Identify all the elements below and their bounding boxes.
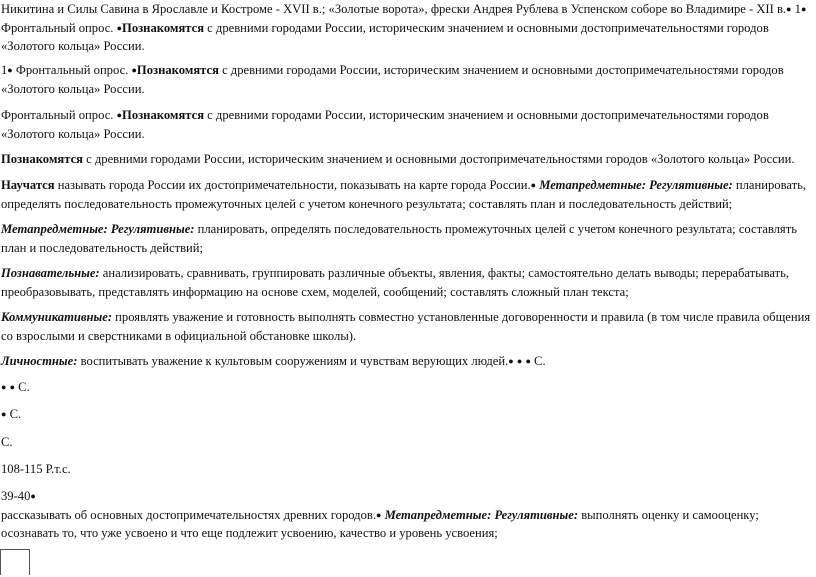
- paragraph-12: С.: [1, 435, 13, 449]
- bold-term: Научатся: [1, 178, 55, 192]
- bold-italic-term: Личностные:: [1, 354, 78, 368]
- bullet-icon: ●: [1, 409, 7, 419]
- paragraph-7: Познавательные: анализировать, сравнивать, группировать различные объекты, явления, факты; самостоятельно делать выводы; перерабатывать, преобразовывать, представлять информацию на основе схем, моделей, сообщений; составлять сложный план текста;: [1, 266, 790, 299]
- bullet-icon: ●: [508, 356, 514, 366]
- paragraph-5: Научатся называть города России их достопримечательности, показывать на карте города России.● Метапредметные: Регулятивные: планировать, определять последовательность промежуточных целей с учетом конечного результата; составлять план и последовательность действий;: [1, 178, 807, 211]
- bullet-icon: ●: [786, 4, 792, 14]
- paragraph-11: ● С.: [1, 407, 22, 421]
- bold-italic-term: Метапредметные: Регулятивные:: [1, 222, 195, 236]
- bullet-icon: ●: [9, 382, 16, 392]
- bullet-icon: ●: [516, 356, 523, 366]
- paragraph-10: ● ● С.: [1, 380, 30, 394]
- paragraph-13: 108-115 Р.т.с.: [1, 462, 71, 476]
- paragraph-4: Познакомятся с древними городами России, историческим значением и основными достопримечательностями городов «Золотого кольца» России.: [1, 152, 795, 166]
- bullet-icon: ●: [800, 4, 807, 14]
- bold-term: Познакомятся: [122, 108, 205, 122]
- bold-italic-term: Коммуникативные:: [1, 310, 113, 324]
- paragraph-8: Коммуникативные: проявлять уважение и готовность выполнять совместно установленные договоренности и правила (в том числе правила общения со взрослыми и сверстниками в официальной обстановке школы).: [1, 310, 811, 343]
- bullet-icon: ●: [116, 110, 123, 120]
- bullet-icon: ●: [1, 382, 7, 392]
- bullet-icon: ●: [375, 509, 382, 520]
- bold-term: Познакомятся: [136, 63, 219, 77]
- bold-italic-term: Метапредметные: Регулятивные:: [381, 507, 579, 522]
- bold-italic-term: Метапредметные: Регулятивные:: [536, 178, 733, 192]
- bold-italic-term: Познавательные:: [1, 266, 100, 280]
- paragraph-9: Личностные: воспитывать уважение к культовым сооружениям и чувствам верующих людей.● ● ● С.: [1, 354, 546, 368]
- bold-term: Познакомятся: [1, 152, 83, 166]
- bold-term: Познакомятся: [122, 20, 205, 35]
- bullet-icon: ●: [525, 356, 531, 366]
- bullet-icon: ●: [116, 22, 123, 33]
- paragraph-14: 39-40● рассказывать об основных достопримечательностях древних городов.● Метапредметные: Регулятивные: выполнять оценку и самооценку; осознавать то, что уже усвоено и что еще подлежит усвоению, качество и уровень усвоения;: [1, 489, 759, 540]
- paragraph-3: Фронтальный опрос. ●Познакомятся с древними городами России, историческим значением и основными достопримечательностями городов «Золотого кольца» России.: [1, 108, 769, 141]
- bullet-icon: ●: [30, 491, 36, 501]
- paragraph-6: Метапредметные: Регулятивные: планировать, определять последовательность промежуточных целей с учетом конечного результата; составлять план и последовательность действий;: [1, 222, 797, 255]
- bullet-icon: ●: [131, 65, 137, 75]
- table-cell-border: [0, 549, 30, 575]
- paragraph-1: Никитина и Силы Савина в Ярославле и Костроме - XVII в.; «Золотые ворота», фрески Андрея Рублева в Успенском соборе во Владимире - XII в.● 1● Фронтальный опрос. ●Познакомятся с древними городами России, историческим значением и основными достопримечательностями городов «Золотого кольца» России.: [1, 2, 807, 53]
- paragraph-2: 1● Фронтальный опрос. ●Познакомятся с древними городами России, историческим значением и основными достопримечательностями городов «Золотого кольца» России.: [1, 63, 784, 96]
- bullet-icon: ●: [7, 65, 13, 75]
- bullet-icon: ●: [530, 180, 537, 190]
